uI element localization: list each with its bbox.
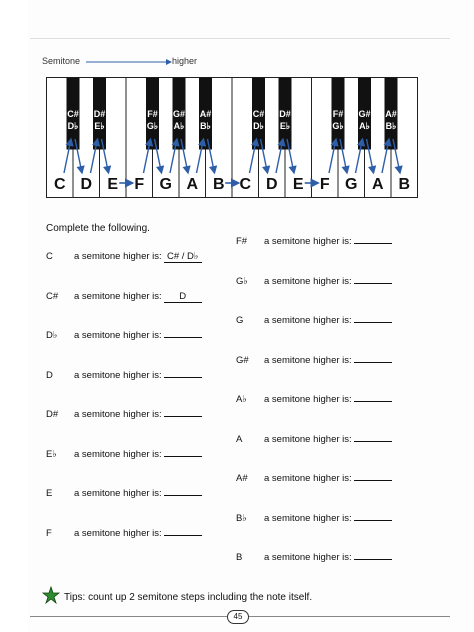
- exercise-row: [46, 449, 202, 460]
- white-key-label: B: [398, 176, 411, 193]
- row-note: F#: [236, 236, 248, 247]
- answer-blank[interactable]: [164, 377, 202, 378]
- white-key-label: F: [134, 176, 145, 193]
- row-note: C#: [46, 290, 59, 302]
- exercise-row: [236, 394, 392, 405]
- black-key-sharp-label: C#: [67, 109, 79, 119]
- row-note: E: [46, 488, 53, 499]
- black-key-flat-label: D♭: [253, 121, 264, 131]
- row-note: A♭: [236, 394, 247, 405]
- black-key-sharp-label: F#: [332, 109, 344, 119]
- black-key-sharp-label: F#: [147, 109, 158, 119]
- piano-keyboard: [46, 77, 420, 199]
- row-phrase: a semitone higher is:: [264, 236, 352, 247]
- exercise-row: [46, 528, 202, 539]
- white-key-label: G: [345, 176, 358, 193]
- answer-blank[interactable]: D: [164, 291, 202, 303]
- black-key-flat-label: D♭: [67, 121, 79, 131]
- answer-blank[interactable]: [164, 416, 202, 417]
- black-key-sharp-label: C#: [252, 109, 265, 119]
- row-phrase: a semitone higher is:: [74, 448, 162, 460]
- row-phrase: a semitone higher is:: [74, 488, 162, 499]
- row-note: G♭: [236, 275, 248, 287]
- row-note: D♭: [46, 330, 58, 341]
- exercise-row: [46, 291, 202, 303]
- black-key-sharp-label: A#: [385, 109, 397, 119]
- black-key-flat-label: E♭: [94, 121, 105, 131]
- page-number: 45: [227, 610, 249, 624]
- black-key-flat-label: A♭: [359, 121, 370, 131]
- row-phrase: a semitone higher is:: [74, 369, 162, 381]
- black-key-sharp-label: D#: [93, 109, 106, 119]
- white-key-label: E: [107, 176, 119, 193]
- row-phrase: a semitone higher is:: [264, 552, 352, 563]
- answer-blank[interactable]: [354, 283, 392, 284]
- white-key-label: C: [239, 176, 252, 193]
- exercise-row: [236, 236, 392, 247]
- page-edge: [0, 0, 28, 632]
- answer-blank[interactable]: [354, 559, 392, 560]
- white-key-label: E: [292, 176, 304, 193]
- answer-blank[interactable]: [354, 243, 392, 244]
- row-phrase: a semitone higher is:: [74, 290, 162, 302]
- answer-blank[interactable]: [354, 520, 392, 521]
- answer-blank[interactable]: [354, 480, 392, 481]
- answer-blank[interactable]: [164, 535, 202, 536]
- black-key-flat-label: B♭: [200, 121, 211, 131]
- row-phrase: a semitone higher is:: [264, 394, 352, 405]
- black-key-flat-label: A♭: [173, 121, 185, 131]
- black-key-flat-label: E♭: [279, 121, 291, 131]
- white-key-label: A: [186, 176, 199, 193]
- exercise-row: [236, 552, 392, 563]
- row-note: A: [236, 433, 243, 445]
- answer-blank[interactable]: [354, 362, 392, 363]
- header-higher-label: higher: [172, 56, 198, 66]
- row-note: A#: [236, 473, 248, 484]
- row-phrase: a semitone higher is:: [264, 354, 352, 366]
- white-key-label: G: [159, 176, 172, 193]
- exercise-row: [46, 370, 202, 381]
- tips-text: Tips: count up 2 semitone steps including the note itself.: [64, 592, 313, 603]
- row-phrase: a semitone higher is:: [264, 275, 352, 287]
- exercise-row: [46, 330, 202, 341]
- row-note: B♭: [236, 512, 247, 524]
- row-phrase: a semitone higher is:: [74, 251, 162, 262]
- black-key-sharp-label: G#: [172, 109, 186, 119]
- white-key-label: B: [212, 176, 225, 193]
- row-phrase: a semitone higher is:: [264, 315, 352, 326]
- header-arrow-icon: [86, 58, 172, 66]
- answer-blank[interactable]: [354, 322, 392, 323]
- black-key-flat-label: G♭: [146, 121, 159, 131]
- row-note: B: [236, 552, 243, 563]
- black-key-sharp-label: A#: [199, 109, 212, 119]
- white-key-label: A: [371, 176, 384, 193]
- exercise-row: [236, 473, 392, 484]
- white-key-label: C: [53, 176, 66, 193]
- star-icon: [42, 586, 60, 604]
- exercise-row: [236, 434, 392, 445]
- answer-blank[interactable]: [354, 441, 392, 442]
- exercise-prompt: Complete the following.: [46, 223, 150, 234]
- black-key-flat-label: B♭: [385, 121, 397, 131]
- exercise-row: [236, 513, 392, 524]
- top-rule: [30, 38, 450, 39]
- row-note: D: [46, 369, 53, 381]
- answer-blank[interactable]: C# / D♭: [164, 251, 202, 263]
- row-phrase: a semitone higher is:: [74, 409, 162, 420]
- white-key-label: D: [265, 176, 278, 193]
- answer-blank[interactable]: [354, 401, 392, 402]
- answer-blank[interactable]: [164, 456, 202, 457]
- row-phrase: a semitone higher is:: [264, 473, 352, 484]
- row-note: F: [46, 527, 52, 539]
- answer-blank[interactable]: [164, 337, 202, 338]
- row-phrase: a semitone higher is:: [264, 433, 352, 445]
- row-note: C: [46, 251, 53, 262]
- row-note: E♭: [46, 448, 57, 460]
- white-key-label: F: [319, 176, 330, 193]
- row-phrase: a semitone higher is:: [264, 512, 352, 524]
- white-key-label: D: [80, 176, 93, 193]
- exercise-row: [236, 276, 392, 287]
- header-semitone-label: Semitone: [42, 56, 81, 66]
- exercise-row: [46, 409, 202, 420]
- row-note: G#: [236, 354, 249, 366]
- exercise-row: [236, 355, 392, 366]
- exercise-row: [46, 251, 202, 263]
- answer-blank[interactable]: [164, 495, 202, 496]
- row-phrase: a semitone higher is:: [74, 330, 162, 341]
- row-phrase: a semitone higher is:: [74, 527, 162, 539]
- row-note: D#: [46, 409, 59, 420]
- black-key-sharp-label: G#: [358, 109, 371, 119]
- row-note: G: [236, 315, 244, 326]
- exercise-row: [46, 488, 202, 499]
- black-key-flat-label: G♭: [332, 121, 344, 131]
- black-key-sharp-label: D#: [279, 109, 291, 119]
- exercise-row: [236, 315, 392, 326]
